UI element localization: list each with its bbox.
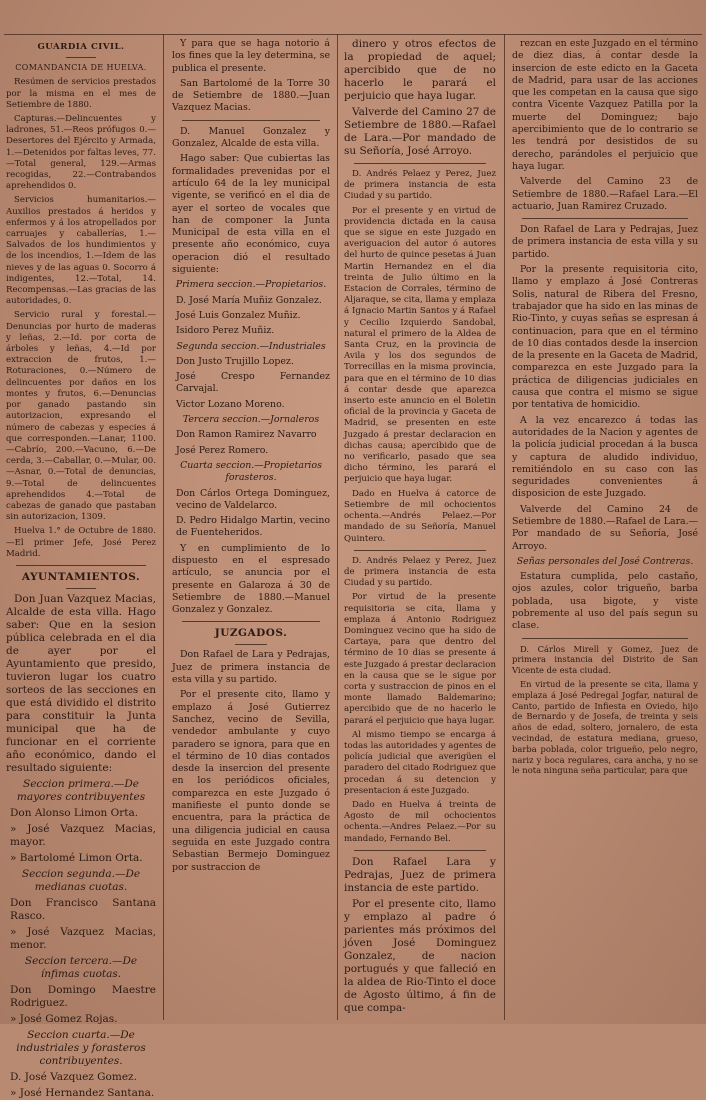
divider	[235, 644, 267, 645]
list-item: Don Alonso Limon Orta.	[10, 806, 139, 819]
notice-body: Por el presente y en virtud de providencia dictada en la causa que se sigue en este Juzgado en averiguacion del autor ó autores del hurto de quince pesetas á Juan Martin Hernandez en el dia treinta de Julio último en la Estacion de Corrales, término de Aljaraque, se cita, llama y emplaza á Ignacio Martin Santos y á Rafael y Cecilio Izquierdo Sandobal, natural el primero de la Aldea de Santa Cruz, en la provincia de Avila y los dos segundos de Torrecillas en la misma provincia, para que en el término de 10 dias á contar desde que aparezca inserto este anuncio en el Boletin oficial de la provincia y Gaceta de Madrid, se presenten en este Juzgado á prestar declaracion en dichas causa; apercibido que de no verificarlo, pasado que sea dicho término, les parará el perjuicio que haya lugar.	[344, 205, 496, 485]
list-item: » José Vazquez Macias, mayor.	[10, 822, 156, 848]
list-item: José Perez Romero.	[176, 444, 269, 456]
notice-title: D. Andrés Pelaez y Perez, Juez de primera instancia de esta Ciudad y su partido.	[344, 555, 496, 589]
report-humanitarios: Servicios humanitarios.—Auxilios prestados á heridos y enfermos y á los atropellados por carruajes y caballerías, 1.—Salvados de los hundimientos y de los incendios, 1.—Idem de las nieves y de las aguas 0. Socorro á indigentes, 12.—Total, 14. Recompensas.—Las gracias de las autoridades, 0.	[6, 195, 156, 307]
section-heading-juzgados: JUZGADOS.	[214, 627, 288, 640]
notice-title: D. Andrés Pelaez y Perez, Juez de primera instancia de esta Ciudad y su partido.	[344, 169, 496, 202]
notice-body: Por el presente cito, llamo y emplazo á José Gutierrez Sanchez, vecino de Sevilla, vendedor ambulante y cuyo paradero se ignora, para que en el término de 10 dias contados desde la insercion del presente en los periódicos oficiales, comparezca en este Juzgado ó manifieste el punto donde se encuentra, para la práctica de una diligencia judicial en causa seguida en este Juzgado contra Sebastian Bermejo Dominguez por sustraccion de	[172, 689, 330, 873]
section-label: Seccion primera.—De mayores contribuyentes	[16, 777, 146, 803]
top-rule	[4, 34, 702, 35]
notice-signature: Dado en Huelva á catorce de Setiembre de mil ochocientos ochenta.—Andrés Pelaez.—Por mandado de su Señoría, Manuel Quintero.	[344, 488, 496, 544]
notice-body: A la vez encarezco á todas las autoridades de la Nacion y agentes de la policía judicial procedan á la busca y captura de aludido individuo, remitiéndolo en su caso con las seguridades convenientes á disposicion de este Juzgado.	[512, 414, 698, 500]
report-signature: Huelva 1.° de Octubre de 1880. —El primer Jefe, José Perez Madrid.	[6, 526, 156, 559]
notice-signature: Valverde del Camino 24 de Setiembre de 1880.—Rafael de Lara.—Por mandado de su Señoría, José Arroyo.	[512, 503, 698, 552]
notice-body: Por el presente cito, llamo y emplazo al padre ó parientes más próximos del jóven José Dominguez Gonzalez, de nacion portugués y que falleció en la aldea de Rio-Tinto el doce de Agosto último, á fin de que compa-	[344, 897, 496, 1014]
column-rule	[504, 34, 505, 1020]
section-label: Seccion cuarta.—De industriales y forasteros contribuyentes.	[16, 1028, 146, 1067]
section-heading-ayuntamientos: AYUNTAMIENTOS.	[21, 570, 141, 583]
list-item: D. Pedro Hidalgo Martin, vecino de Fuenteheridos.	[176, 515, 330, 539]
notice-body: Don Juan Vazquez Macias, Alcalde de esta villa. Hago saber: Que en la sesion pública celebrada en el dia de ayer por el Ayuntamiento que presido, tuvieron lugar los cuatro sorteos de las secciones en que está dividido el distrito para constituir la Junta municipal que ha de funcionar en el corriente año económico, dando el resultado siguiente:	[6, 592, 156, 774]
list-item: Don Cárlos Ortega Dominguez, vecino de Valdelarco.	[176, 487, 330, 511]
column-1	[6, 38, 156, 1099]
section-label: Tercera seccion.—Jornaleros	[182, 414, 320, 426]
section-subheading: COMANDANCIA DE HUELVA.	[15, 63, 147, 73]
list-item: D. José María Muñiz Gonzalez.	[176, 294, 322, 306]
notice-title: Don Rafael de Lara y Pedrajas, Juez de primera instancia de esta villa y su partido.	[172, 649, 330, 686]
notice-body: Por virtud de la presente requisitoria se cita, llama y emplaza á Antonio Rodriguez Dominguez vecino que ha sido de Cartaya, para que dentro del término de 10 dias se presente á este Juzgado á prestar declaracion en la causa que se le sigue por corta y sustraccion de pinos en el monte llamado Baldemarino; apercibido que de no hacerlo le parará el perjuicio que haya lugar.	[344, 592, 496, 726]
section-label: Primera seccion.—Propietarios.	[175, 279, 327, 291]
list-item: » José Gomez Rojas.	[10, 1012, 118, 1025]
notice-signature: Valverde del Camino 27 de Setiembre de 1880.—Rafael de Lara.—Por mandado de su Señoría, José Arroyo.	[344, 106, 496, 157]
notice-signature: San Bartolomé de la Torre 30 de Setiembre de 1880.—Juan Vazquez Macias.	[172, 77, 330, 114]
list-item: Don Justo Trujillo Lopez.	[176, 355, 294, 367]
list-item: D. José Vazquez Gomez.	[10, 1070, 137, 1083]
report-rural: Servicio rural y forestal.—Denuncias por hurto de maderas y leñas, 2.—Id. por corta de árboles y leñas, 4.—Id por extraccion de frutos, 1.—Roturaciones, 0.—Número de delincuentes por daños en los montes y frutos, 6.—Denuncias por ganado pastando sin autorizacion, expresando el número de cabezas y especies á que corresponden.—Lanar, 1100.—Cabrío, 200.—Vacuno, 6.—De cerda, 3.—Caballar, 0.—Mular, 00.—Asnar, 0.—Total de denuncias, 9.—Total de delincuentes aprehendidos 4.—Total de cabezas de ganado que pastaban sin autorizacion, 1309.	[6, 310, 156, 523]
list-item: » Bartolomé Limon Orta.	[10, 851, 143, 864]
notice-title: Don Rafael Lara y Pedrajas, Juez de primera instancia de este partido.	[344, 855, 496, 894]
column-4	[512, 38, 698, 1018]
column-rule	[337, 34, 338, 1020]
section-label: Cuarta seccion.—Propietarios forasteros.	[180, 459, 322, 484]
divider	[354, 163, 486, 164]
divider	[16, 565, 146, 566]
notice-body: Y en cumplimiento de lo dispuesto en el espresado artículo, se anuncia por el presente en Galaroza á 30 de Setiembre de 1880.—Manuel Gonzalez y Gonzalez.	[172, 542, 330, 616]
divider	[522, 218, 688, 219]
notice-body: rezcan en este Juzgado en el término de diez dias, á contar desde la insercion de este edicto en la Gaceta de Madrid, para usar de las acciones que les competan en la causa que sigo contra Vicente Vazquez Patilla por la muerte del Dominguez; bajo apercibimiento que de lo contrario se les tendrá por desistidos de su derecho, parándoles el perjuicio que haya lugar.	[512, 38, 698, 172]
notice-title: D. Manuel Gonzalez y Gonzalez, Alcalde de esta villa.	[172, 125, 330, 150]
list-item: Victor Lozano Moreno.	[176, 398, 285, 410]
notice-title: Don Rafael de Lara y Pedrajas, Juez de primera instancia de esta villa y su partido.	[512, 224, 698, 260]
notice-body: Estatura cumplida, pelo castaño, ojos azules, color trigueño, barba poblada, usa bigote, y viste pobremente al uso del país segun su clase.	[512, 571, 698, 632]
section-heading-guardia-civil: GUARDIA CIVIL.	[37, 42, 125, 52]
report-capturas: Capturas.—Delincuentes y ladrones, 51.—Reos prófugos 0.—Desertores del Ejército y Armada, 1.—Detenidos por faltas leves, 77.—Total general, 129.—Armas recogidas, 22.—Contrabandos aprehendidos 0.	[6, 114, 156, 192]
section-label: Señas personales del José Contreras.	[516, 555, 694, 567]
list-item: » José Hernandez Santana.	[10, 1086, 155, 1099]
column-2	[172, 38, 330, 1018]
divider	[182, 120, 320, 121]
notice-title: D. Cárlos Mirell y Gomez, Juez de primera instancia del Distrito de San Vicente de esta ciudad.	[512, 643, 698, 676]
list-item: José Crespo Fernandez Carvajal.	[176, 371, 330, 395]
notice-body: dinero y otros efectos de la propiedad de aquel; apercibido que de no hacerlo le parará el perjuicio que haya lugar.	[344, 38, 496, 102]
notice-body: Por la presente requisitoria cito, llamo y emplazo á José Contreras Solis, natural de Ribera del Fresno, trabajador que ha sido en las minas de Rio-Tinto, y cuyas señas se espresan á continuacion, para que en el término de 10 dias contados desde la insercion de la presente en la Gaceta de Madrid, comparezca en este Juzgado para la práctica de diligencias judiciales en causa que contra el mismo se sigue por tentativa de homicidio.	[512, 264, 698, 411]
section-label: Seccion segunda.—De medianas cuotas.	[21, 867, 141, 893]
list-item: Isidoro Perez Muñiz.	[176, 325, 275, 337]
column-rule	[163, 34, 164, 1020]
notice-body: Hago saber: Que cubiertas las formalidades prevenidas por el artículo 64 de la ley municipal vigente, se verificó en el dia de ayer el sorteo de vocales que han de componer la Junta Municipal de esta villa en el presente año económico, cuya operacion dió el resultado siguiente:	[172, 153, 330, 276]
column-3	[344, 38, 496, 1018]
notice-body: En virtud de la presente se cita, llama y emplaza á José Pedregal Jogfar, natural de Canto, partido de Infiesta en Oviedo, hijo de Bernardo y de Josefa, de treinta y seis años de edad, soltero, jornalero, de esta vecindad, de estatura mediana, grueso, barba poblada, color trigueño, pelo negro, nariz y boca regulares, cara ancha, y no se le nota ninguna seña particular, para que	[512, 679, 698, 776]
divider	[66, 57, 96, 58]
notice-body: Y para que se haga notorio á los fines que la ley determina, se publica el presente.	[172, 38, 330, 74]
list-item: Don Francisco Santana Rasco.	[10, 896, 156, 922]
divider	[522, 638, 688, 639]
list-item: Don Ramon Ramirez Navarro	[176, 429, 317, 441]
notice-signature: Valverde del Camino 23 de Setiembre de 1880.—Rafael Lara.—El actuario, Juan Ramirez Cruzado.	[512, 176, 698, 212]
divider	[66, 588, 96, 589]
list-item: Don Domingo Maestre Rodriguez.	[10, 983, 156, 1009]
divider	[354, 550, 486, 551]
list-item: » José Vazquez Macias, menor.	[10, 925, 156, 951]
notice-signature: Dado en Huelva á treinta de Agosto de mil ochocientos ochenta.—Andres Pelaez.—Por su mandado, Fernando Bel.	[344, 799, 496, 844]
section-label: Seccion tercera.—De ínfimas cuotas.	[24, 954, 138, 980]
notice-body: Al mismo tiempo se encarga á todas las autoridades y agentes de policía judicial que averigüen el paradero del citado Rodriguez que procedan á su detencion y presentacion á este Juzgado.	[344, 729, 496, 796]
list-item: José Luis Gonzalez Muñiz.	[176, 309, 301, 321]
report-intro: Resúmen de servicios prestados por la misma en el mes de Setiembre de 1880.	[6, 77, 156, 110]
divider	[182, 621, 320, 622]
divider	[354, 850, 486, 851]
section-label: Segunda seccion.—Industriales	[176, 340, 326, 352]
